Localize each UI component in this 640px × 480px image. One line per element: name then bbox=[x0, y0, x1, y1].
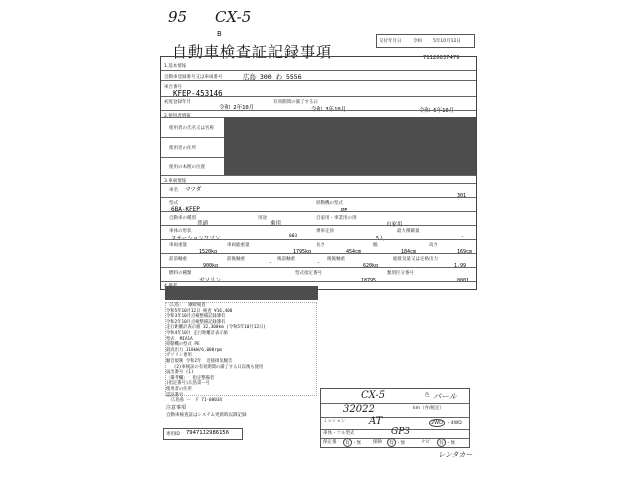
load-label: 最大積載量 bbox=[397, 229, 420, 234]
rear-value: - bbox=[317, 260, 321, 266]
option-yes-3: 有 bbox=[439, 440, 445, 446]
user-name-label: 使用者の氏名又は名称 bbox=[169, 126, 214, 131]
note-line: 令和4年10月 走行距離計表示値 bbox=[166, 330, 228, 336]
section-vehicle: 3.車両情報 bbox=[164, 179, 187, 184]
note-line: (指定番号)広島第ー号 bbox=[166, 381, 210, 387]
class-label: 類別区分番号 bbox=[387, 271, 414, 276]
class-value: 0001 bbox=[457, 278, 470, 284]
mileage-label: km（弁/税定） bbox=[413, 406, 445, 411]
valid-label: 有効期間の満了する日 bbox=[273, 100, 318, 105]
engine-value: PE bbox=[341, 208, 348, 214]
rental-note: レンタカー bbox=[438, 451, 473, 459]
frame-label: 車体・フル型式 bbox=[323, 431, 355, 436]
option-no-1: 無 bbox=[356, 441, 362, 446]
body-value: ステーションワゴン bbox=[171, 236, 221, 242]
capacity-value: 5人 bbox=[376, 236, 385, 242]
section-user: 2.使用者情報 bbox=[164, 114, 191, 119]
note-line: 届出番号 (1) bbox=[166, 370, 199, 376]
model-value: 18795 bbox=[361, 278, 377, 284]
kind-value: 普通 bbox=[197, 221, 209, 227]
weight-value: 1520kg bbox=[199, 249, 218, 255]
width-label: 幅 bbox=[373, 243, 378, 248]
axle-row bbox=[161, 253, 476, 269]
issue-era: 令和 bbox=[413, 39, 422, 44]
type-label: 型式 bbox=[169, 201, 178, 206]
type-row bbox=[161, 197, 476, 214]
first-reg-label: 初度登録年月 bbox=[164, 100, 191, 105]
body-label: 車体の形状 bbox=[169, 229, 192, 234]
first-reg-value: 令和 2年10月 bbox=[219, 105, 255, 111]
note-line: 使用者の住所 bbox=[166, 386, 192, 392]
note-line: 広島県 ー F 71-00034 bbox=[166, 398, 222, 404]
displacement-value: 1.99 bbox=[454, 263, 467, 269]
section-basic: 1.基本情報 bbox=[164, 64, 187, 69]
note-line: 令和5年10月12日 検査 ¥16,400 bbox=[166, 308, 233, 314]
registration-value: 広島 300 わ 5556 bbox=[243, 73, 302, 81]
engine-label: 原動機の型式 bbox=[316, 201, 343, 206]
model-label: 型式指定番号 bbox=[295, 271, 322, 276]
note-line: 〔広島〕 継続検査 bbox=[166, 303, 206, 308]
notice-text: 自動車検査証はシステム更新時以降記録 bbox=[166, 413, 247, 418]
gross-value: 1795kg bbox=[293, 249, 312, 255]
color-value: パール bbox=[433, 392, 457, 401]
handwritten-info-box: CX-5 色 パール 32022 km（弁/税定） ミッション AT 2WD ・4WD 車体・フル型式 GP3 保定番 有 ・無 保険 有 ・無 ナビ 有 ・無 bbox=[320, 388, 470, 448]
color-label: 色 bbox=[425, 393, 430, 398]
note-line: 最高出力 118kW/6,000rpm bbox=[166, 347, 222, 353]
use-value: 乗用 bbox=[270, 221, 282, 227]
weight-label: 車両重量 bbox=[169, 243, 187, 248]
length-label: 長さ bbox=[316, 243, 325, 248]
note-line: 令和2年10月点検整備記録簿有 bbox=[166, 319, 226, 325]
issue-date-box bbox=[376, 34, 475, 48]
mileage-value: 32022 bbox=[343, 404, 375, 415]
gross-label: 車両総重量 bbox=[227, 243, 250, 248]
user-base-label: 使用の本拠の位置 bbox=[169, 165, 205, 170]
height-value: 169cm bbox=[457, 249, 473, 255]
issue-date-value: 5年10月12日 bbox=[433, 39, 461, 44]
note-line: 型式 MIA1A bbox=[166, 336, 193, 342]
front2-value: - bbox=[269, 260, 273, 266]
4wd-option: 4WD bbox=[450, 421, 462, 426]
type-value: 6BA-KFEP bbox=[171, 206, 200, 213]
length-value: 454cm bbox=[346, 249, 362, 255]
rear-label: 後前軸重 bbox=[277, 257, 295, 262]
document-number: 71120037479 bbox=[423, 55, 460, 61]
issue-value: 令和 6年10月 bbox=[419, 108, 455, 114]
maker-value: マツダ bbox=[185, 187, 202, 193]
note-line: 騒音規制 令和2年 近接排気騒音 bbox=[166, 358, 233, 364]
private-value: 自家用 bbox=[386, 222, 403, 228]
frame-value: GP3 bbox=[391, 427, 410, 437]
front-label: 前前軸重 bbox=[169, 257, 187, 262]
use-label: 用途 bbox=[258, 216, 267, 221]
redacted-remarks-header bbox=[165, 286, 318, 300]
front2-label: 前後軸重 bbox=[227, 257, 245, 262]
registration-row bbox=[161, 70, 476, 81]
registration-label: 自動車登録番号又は車両番号 bbox=[164, 75, 223, 80]
fuel-value: ガソリン bbox=[199, 278, 222, 284]
option-no-2: 無 bbox=[400, 441, 406, 446]
load-value: - bbox=[461, 234, 465, 240]
note-line: (2)車検証の有効期間の満了する日以後も使用 bbox=[166, 364, 264, 370]
kind-label: 自動車の種別 bbox=[169, 216, 196, 221]
row-label-2: 保険 bbox=[373, 440, 382, 445]
height-label: 高さ bbox=[429, 243, 438, 248]
row-label-1: 保定番 bbox=[323, 440, 337, 445]
transmission-label: ミッション bbox=[323, 419, 346, 424]
transmission-value: AT bbox=[369, 416, 383, 427]
certificate-sheet bbox=[160, 56, 477, 290]
issue-date-label: 交付年月日 bbox=[379, 39, 402, 44]
vehicle-section-row bbox=[161, 175, 476, 184]
b-mark: B bbox=[217, 30, 222, 38]
handwritten-model-box: CX-5 bbox=[361, 390, 386, 401]
remarks-notes bbox=[165, 302, 317, 404]
redacted-user-info bbox=[224, 117, 476, 175]
body-code: 003 bbox=[289, 234, 298, 239]
front-value: 900kg bbox=[203, 263, 219, 269]
id-label: 専用ID bbox=[166, 432, 180, 437]
remarks-section-row bbox=[161, 281, 476, 282]
fuel-label: 燃料の種類 bbox=[169, 271, 192, 276]
option-no-3: 無 bbox=[450, 441, 456, 446]
id-value: 79471J2986156 bbox=[186, 430, 230, 436]
valid-value: 令和 3年10月 bbox=[311, 107, 347, 113]
maker-code: 301 bbox=[457, 193, 467, 199]
option-yes-2: 有 bbox=[389, 440, 395, 446]
handwritten-number: 95 bbox=[168, 8, 188, 26]
dates-row bbox=[161, 96, 476, 114]
maker-label: 車名 bbox=[169, 188, 178, 193]
note-line: 走行距離計表示値 32,300km (令和5年10月12日) bbox=[166, 325, 266, 331]
row-label-3: ナビ bbox=[421, 440, 430, 445]
note-line: 〔備考欄〕 指定整備者 bbox=[166, 375, 215, 381]
chassis-label: 車台番号 bbox=[164, 85, 182, 90]
notice-label: 注意事項 bbox=[166, 405, 187, 411]
note-line: ガソリン専用 bbox=[166, 353, 192, 359]
note-line: 認証番号 bbox=[166, 392, 189, 398]
fuel-row bbox=[161, 267, 476, 284]
option-yes-1: 有 bbox=[345, 440, 351, 446]
user-address-label: 使用者の住所 bbox=[169, 146, 196, 151]
capacity-label: 乗車定員 bbox=[316, 229, 334, 234]
document-title: 自動車検査証記録事項 bbox=[172, 43, 333, 61]
width-value: 184cm bbox=[401, 249, 417, 255]
handwritten-model: CX-5 bbox=[215, 8, 252, 26]
displacement-label: 総排気量又は定格出力 bbox=[393, 257, 438, 262]
rear2-value: 620kg bbox=[363, 263, 379, 269]
chassis-row bbox=[161, 80, 476, 98]
chassis-value: KFEP-453146 bbox=[173, 89, 223, 98]
note-line: 原動機の型式 PE bbox=[166, 342, 200, 348]
maker-row bbox=[161, 183, 476, 199]
id-box bbox=[163, 428, 243, 440]
note-line: 令和3年10月点検整備記録簿有 bbox=[166, 314, 226, 320]
2wd-option: 2WD bbox=[431, 420, 443, 426]
private-label: 自家用・事業用の別 bbox=[316, 216, 357, 221]
rear2-label: 後後軸重 bbox=[327, 257, 345, 262]
